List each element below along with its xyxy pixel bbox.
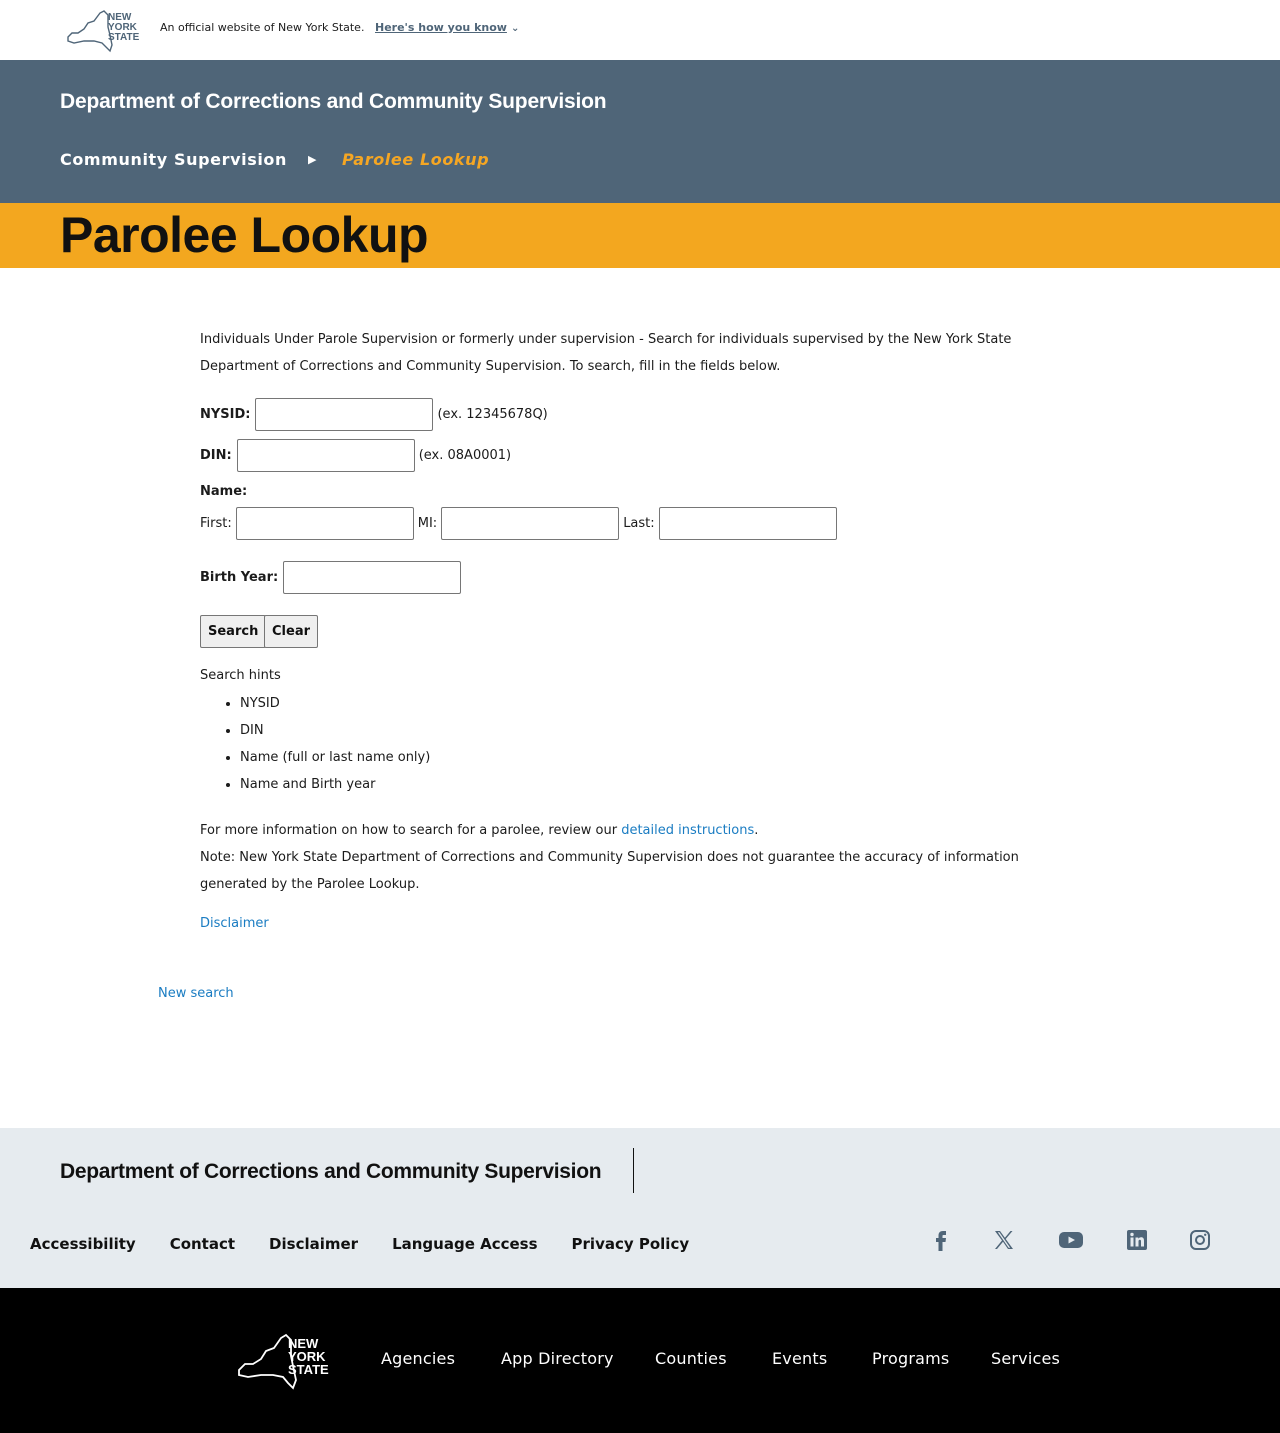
last-name-input[interactable] — [659, 507, 837, 540]
new-search-link[interactable]: New search — [158, 986, 234, 1001]
detailed-instructions-link[interactable]: detailed instructions — [621, 823, 755, 838]
first-name-label: First: — [200, 516, 232, 531]
nysid-input[interactable] — [255, 398, 433, 431]
how-you-know-label: Here's how you know — [375, 21, 507, 34]
svg-text:YORK: YORK — [108, 22, 137, 33]
more-info-line — [200, 817, 1080, 844]
footer-link-contact[interactable]: Contact — [169, 1235, 236, 1253]
how-you-know-toggle[interactable] — [375, 21, 519, 34]
birth-year-row — [200, 561, 461, 594]
footer-links — [30, 1235, 689, 1253]
search-button[interactable]: Search — [200, 615, 266, 648]
chevron-down-icon: ⌄ — [510, 23, 520, 34]
footer-agency-title[interactable]: Department of Corrections and Community Supervision — [60, 1160, 602, 1183]
agency-footer — [0, 1128, 1280, 1288]
disclaimer-link[interactable]: Disclaimer — [200, 916, 269, 931]
middle-initial-label: MI: — [417, 516, 438, 531]
name-label-row — [200, 484, 252, 499]
nys-logo-white[interactable] — [236, 1330, 332, 1390]
first-name-input[interactable] — [236, 507, 414, 540]
name-label: Name: — [200, 484, 248, 499]
list-item: • NYSID — [240, 694, 430, 721]
page-title: Parolee Lookup — [60, 207, 429, 263]
agency-header — [0, 60, 1280, 203]
breadcrumb-separator-icon: ▶ — [308, 153, 317, 166]
official-banner — [0, 0, 1280, 60]
global-footer — [0, 1288, 1280, 1433]
linkedin-icon[interactable] — [1125, 1228, 1149, 1252]
footer-nav-events[interactable]: Events — [772, 1349, 828, 1368]
din-label: DIN: — [200, 448, 232, 463]
footer-link-accessibility[interactable]: Accessibility — [30, 1235, 136, 1253]
birth-year-input[interactable] — [283, 561, 461, 594]
din-input[interactable] — [237, 439, 415, 472]
search-hints-list — [240, 694, 430, 802]
agency-title[interactable]: Department of Corrections and Community Supervision — [60, 90, 607, 113]
more-info-text: For more information on how to search for a parolee, review our — [200, 823, 622, 838]
page-title-band — [0, 203, 1280, 268]
footer-divider — [633, 1148, 634, 1193]
footer-nav-services[interactable]: Services — [991, 1349, 1061, 1368]
breadcrumb-community-supervision[interactable]: Community Supervision — [60, 150, 288, 169]
x-icon[interactable] — [992, 1228, 1016, 1252]
din-row — [200, 439, 511, 472]
svg-text:STATE: STATE — [108, 32, 140, 43]
nysid-hint: (ex. 12345678Q) — [437, 407, 548, 422]
youtube-icon[interactable] — [1058, 1228, 1084, 1252]
accuracy-note: Note: New York State Department of Corrections and Community Supervision does not guarantee the accuracy of information generated by the Parolee Lookup. — [200, 850, 1019, 892]
official-site-text: An official website of New York State. — [160, 21, 365, 34]
main-content — [200, 326, 1080, 931]
nysid-row — [200, 398, 548, 431]
breadcrumb-current: Parolee Lookup — [342, 150, 490, 169]
more-info — [200, 817, 1080, 898]
footer-nav-programs[interactable]: Programs — [872, 1349, 950, 1368]
list-item: • DIN — [240, 721, 430, 748]
list-item: • Name (full or last name only) — [240, 748, 430, 775]
last-name-label: Last: — [623, 516, 655, 531]
footer-link-disclaimer[interactable]: Disclaimer — [269, 1235, 359, 1253]
footer-nav-agencies[interactable]: Agencies — [381, 1349, 456, 1368]
name-row — [200, 507, 837, 540]
instagram-icon[interactable] — [1188, 1228, 1212, 1252]
svg-text:YORK: YORK — [288, 1349, 326, 1364]
nys-logo[interactable] — [64, 7, 144, 53]
svg-text:NEW: NEW — [108, 12, 132, 23]
svg-text:STATE: STATE — [288, 1362, 329, 1377]
footer-nav-counties[interactable]: Counties — [655, 1349, 727, 1368]
facebook-icon[interactable] — [929, 1228, 953, 1252]
footer-link-language-access[interactable]: Language Access — [392, 1235, 538, 1253]
intro-text: Individuals Under Parole Supervision or formerly under supervision - Search for individuals supervised by the New York State Department of Corrections and Community Supervision. To search, fill in the fields below. — [200, 332, 1012, 374]
footer-nav-app-directory[interactable]: App Directory — [501, 1349, 614, 1368]
nysid-label: NYSID: — [200, 407, 251, 422]
list-item: • Name and Birth year — [240, 775, 430, 802]
search-hints-title: Search hints — [200, 668, 281, 683]
clear-button[interactable]: Clear — [264, 615, 318, 648]
middle-initial-input[interactable] — [441, 507, 619, 540]
footer-link-privacy-policy[interactable]: Privacy Policy — [571, 1235, 690, 1253]
svg-text:NEW: NEW — [288, 1336, 319, 1351]
din-hint: (ex. 08A0001) — [418, 448, 512, 463]
birth-year-label: Birth Year: — [200, 570, 279, 585]
more-info-period: . — [754, 823, 759, 838]
